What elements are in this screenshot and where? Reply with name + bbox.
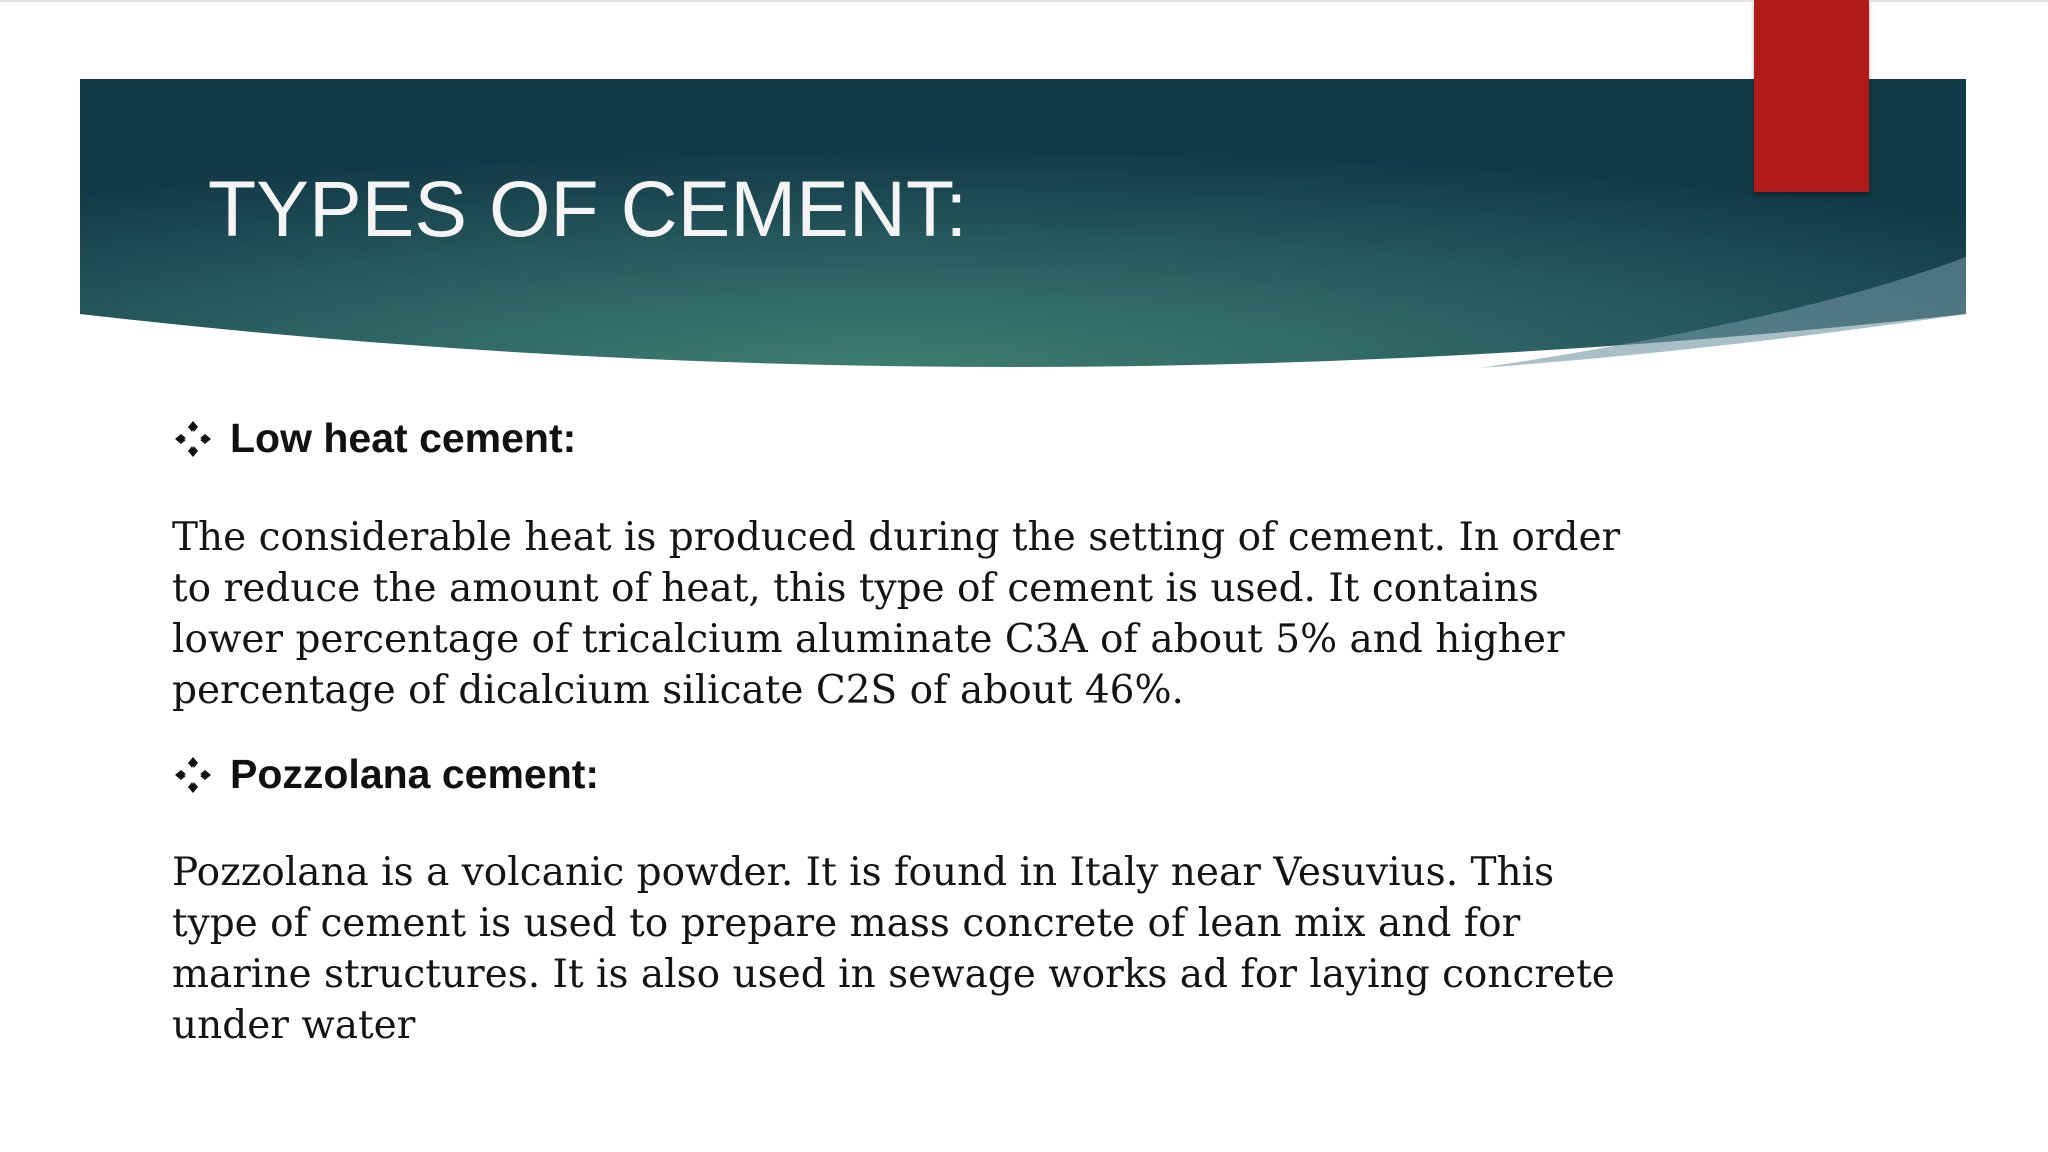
section-body-pozzolana: Pozzolana is a volcanic powder. It is found in Italy near Vesuvius. This type of cement is used to prepare mass concrete of lean mix and for marine structures. It is also used in sewage works ad for laying concrete under water	[172, 850, 1615, 1048]
section-heading-pozzolana	[172, 751, 599, 798]
slide-title: TYPES OF CEMENT:	[208, 164, 968, 253]
section-heading-label: Pozzolana cement:	[230, 751, 600, 797]
section-heading-label: Low heat cement:	[230, 415, 577, 461]
section-heading-low-heat	[172, 415, 576, 462]
section-body-low-heat: The considerable heat is produced during the setting of cement. In order to reduce the amount of heat, this type of cement is used. It contains lower percentage of tricalcium aluminate C3A of about 5% and higher percentage of dicalcium silicate C2S of about 46%.	[172, 515, 1621, 713]
four-diamond-bullet-icon	[172, 418, 214, 460]
accent-bookmark-tab	[1754, 0, 1869, 192]
four-diamond-bullet-icon	[172, 754, 214, 796]
